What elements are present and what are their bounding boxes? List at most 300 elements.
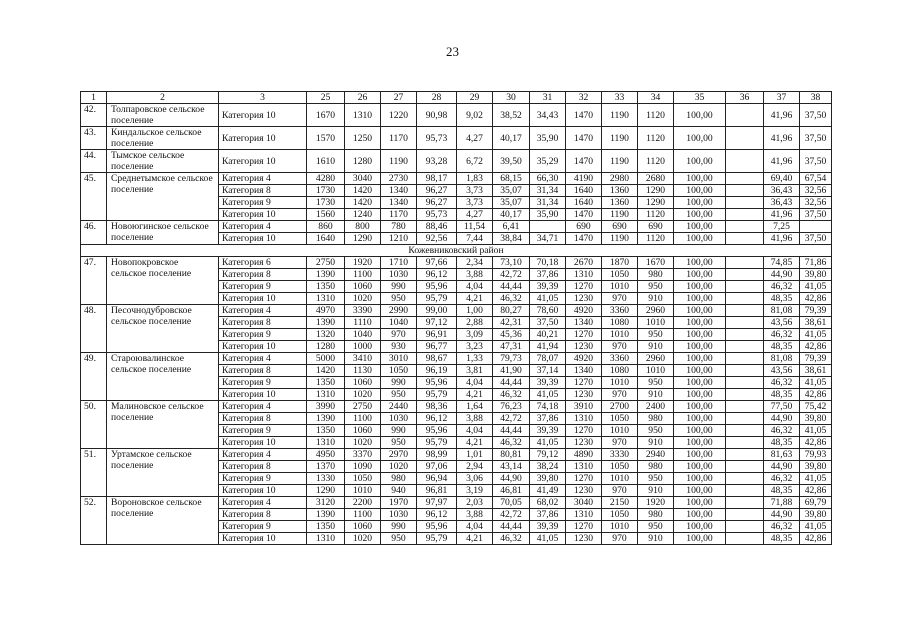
value-cell: 96,77: [417, 341, 457, 353]
value-cell: 100,00: [674, 341, 726, 353]
value-cell: 41,49: [530, 485, 566, 497]
value-cell: 1000: [345, 341, 381, 353]
value-cell: 100,00: [674, 509, 726, 521]
value-cell: 100,00: [674, 173, 726, 185]
value-cell: 95,79: [417, 389, 457, 401]
value-cell: 46,32: [764, 425, 800, 437]
table-row: [81, 173, 832, 185]
value-cell: 1420: [345, 185, 381, 197]
settlement-name: Малиновское сельское поселение: [107, 401, 219, 449]
value-cell: 44,44: [493, 281, 530, 293]
value-cell: 1360: [602, 197, 638, 209]
value-cell: 1640: [566, 197, 602, 209]
value-cell: 46,32: [764, 377, 800, 389]
value-cell: 78,60: [530, 305, 566, 317]
value-cell: 97,66: [417, 257, 457, 269]
value-cell: 96,27: [417, 197, 457, 209]
value-cell: 93,28: [417, 150, 457, 173]
value-cell: 32,56: [800, 197, 832, 209]
settlement-name: Вороновское сельское поселение: [107, 497, 219, 545]
value-cell: 69,79: [800, 497, 832, 509]
value-cell: 800: [345, 221, 381, 233]
value-cell: 1640: [566, 185, 602, 197]
value-cell: 96,12: [417, 509, 457, 521]
value-cell: [726, 413, 764, 425]
value-cell: 100,00: [674, 521, 726, 533]
value-cell: 2940: [638, 449, 674, 461]
value-cell: 1250: [345, 127, 381, 150]
value-cell: 4,27: [457, 209, 493, 221]
table-body: [81, 92, 832, 545]
value-cell: [726, 104, 764, 127]
value-cell: 1310: [566, 509, 602, 521]
value-cell: 100,00: [674, 353, 726, 365]
value-cell: 1050: [602, 413, 638, 425]
value-cell: 1010: [638, 365, 674, 377]
value-cell: 44,90: [764, 509, 800, 521]
value-cell: 35,07: [493, 197, 530, 209]
value-cell: 38,52: [493, 104, 530, 127]
value-cell: 42,86: [800, 293, 832, 305]
value-cell: 48,35: [764, 389, 800, 401]
value-cell: 69,40: [764, 173, 800, 185]
column-number: 27: [381, 92, 417, 104]
value-cell: 96,19: [417, 365, 457, 377]
value-cell: 4890: [566, 449, 602, 461]
value-cell: 41,05: [800, 473, 832, 485]
value-cell: 1270: [566, 281, 602, 293]
value-cell: 1230: [566, 341, 602, 353]
value-cell: 41,96: [764, 104, 800, 127]
table-row: [81, 221, 832, 233]
value-cell: 1120: [638, 104, 674, 127]
settlement-number: 47.: [81, 257, 107, 305]
value-cell: 1060: [345, 425, 381, 437]
value-cell: 2960: [638, 353, 674, 365]
value-cell: 1230: [566, 389, 602, 401]
value-cell: 2,03: [457, 497, 493, 509]
value-cell: 81,08: [764, 305, 800, 317]
column-number: 33: [602, 92, 638, 104]
value-cell: 2960: [638, 305, 674, 317]
category-cell: Категория 6: [219, 257, 307, 269]
category-cell: Категория 10: [219, 533, 307, 545]
category-cell: Категория 9: [219, 425, 307, 437]
value-cell: 2,88: [457, 317, 493, 329]
value-cell: 4,21: [457, 293, 493, 305]
value-cell: 36,43: [764, 185, 800, 197]
value-cell: 1240: [345, 209, 381, 221]
data-table: [80, 91, 832, 545]
column-number: 3: [219, 92, 307, 104]
value-cell: 47,31: [493, 341, 530, 353]
value-cell: 46,32: [493, 533, 530, 545]
settlement-name: Новопокровское сельское поселение: [107, 257, 219, 305]
value-cell: 1170: [381, 127, 417, 150]
value-cell: 96,12: [417, 413, 457, 425]
settlement-name: Уртамское сельское поселение: [107, 449, 219, 497]
value-cell: 100,00: [674, 281, 726, 293]
value-cell: 970: [602, 293, 638, 305]
value-cell: 950: [381, 533, 417, 545]
value-cell: [726, 509, 764, 521]
value-cell: 970: [602, 437, 638, 449]
value-cell: [726, 150, 764, 173]
column-number: 37: [764, 92, 800, 104]
value-cell: [726, 425, 764, 437]
value-cell: 1320: [307, 329, 345, 341]
value-cell: 1340: [381, 197, 417, 209]
value-cell: 1010: [602, 473, 638, 485]
value-cell: 3010: [381, 353, 417, 365]
value-cell: 68,02: [530, 497, 566, 509]
value-cell: 79,39: [800, 353, 832, 365]
value-cell: 1270: [566, 377, 602, 389]
category-cell: Категория 9: [219, 377, 307, 389]
value-cell: 1050: [602, 269, 638, 281]
value-cell: 46,32: [764, 521, 800, 533]
value-cell: 1390: [307, 317, 345, 329]
value-cell: 990: [381, 521, 417, 533]
value-cell: 96,94: [417, 473, 457, 485]
value-cell: [726, 185, 764, 197]
category-cell: Категория 8: [219, 461, 307, 473]
category-cell: Категория 10: [219, 127, 307, 150]
value-cell: [726, 127, 764, 150]
value-cell: 1640: [307, 233, 345, 245]
value-cell: 37,86: [530, 413, 566, 425]
value-cell: 3040: [345, 173, 381, 185]
value-cell: 1710: [381, 257, 417, 269]
value-cell: 42,86: [800, 533, 832, 545]
value-cell: 3120: [307, 497, 345, 509]
category-cell: Категория 4: [219, 497, 307, 509]
value-cell: 4,27: [457, 127, 493, 150]
value-cell: 970: [602, 389, 638, 401]
value-cell: 100,00: [674, 485, 726, 497]
value-cell: 100,00: [674, 377, 726, 389]
value-cell: 42,86: [800, 485, 832, 497]
value-cell: 2980: [602, 173, 638, 185]
value-cell: 74,18: [530, 401, 566, 413]
value-cell: 1270: [566, 329, 602, 341]
value-cell: 1040: [345, 329, 381, 341]
value-cell: 95,79: [417, 533, 457, 545]
value-cell: 4,04: [457, 521, 493, 533]
value-cell: 40,21: [530, 329, 566, 341]
category-cell: Категория 9: [219, 197, 307, 209]
value-cell: 39,80: [800, 413, 832, 425]
value-cell: 100,00: [674, 533, 726, 545]
value-cell: 1310: [307, 389, 345, 401]
value-cell: 950: [638, 425, 674, 437]
value-cell: 45,36: [493, 329, 530, 341]
value-cell: 100,00: [674, 449, 726, 461]
category-cell: Категория 4: [219, 221, 307, 233]
value-cell: 4,21: [457, 437, 493, 449]
value-cell: [726, 173, 764, 185]
category-cell: Категория 9: [219, 329, 307, 341]
value-cell: 1190: [381, 150, 417, 173]
value-cell: 1730: [307, 185, 345, 197]
value-cell: 1,33: [457, 353, 493, 365]
value-cell: 32,56: [800, 185, 832, 197]
value-cell: 950: [638, 521, 674, 533]
table-row: [81, 127, 832, 150]
value-cell: 44,44: [493, 425, 530, 437]
value-cell: [726, 209, 764, 221]
value-cell: [726, 221, 764, 233]
value-cell: 46,32: [493, 389, 530, 401]
value-cell: 44,90: [764, 413, 800, 425]
value-cell: 68,15: [493, 173, 530, 185]
value-cell: [726, 257, 764, 269]
value-cell: 1420: [307, 365, 345, 377]
value-cell: 43,56: [764, 365, 800, 377]
value-cell: [726, 269, 764, 281]
value-cell: 37,50: [530, 317, 566, 329]
column-number: 1: [81, 92, 107, 104]
value-cell: 2970: [381, 449, 417, 461]
table-row: [81, 150, 832, 173]
value-cell: 97,12: [417, 317, 457, 329]
value-cell: 4920: [566, 353, 602, 365]
value-cell: [726, 317, 764, 329]
value-cell: 39,39: [530, 377, 566, 389]
value-cell: 71,86: [800, 257, 832, 269]
category-cell: Категория 9: [219, 473, 307, 485]
value-cell: 74,85: [764, 257, 800, 269]
value-cell: 39,39: [530, 281, 566, 293]
value-cell: 1050: [381, 365, 417, 377]
value-cell: 100,00: [674, 150, 726, 173]
value-cell: 1290: [345, 233, 381, 245]
value-cell: 100,00: [674, 197, 726, 209]
value-cell: 34,71: [530, 233, 566, 245]
value-cell: 1120: [638, 233, 674, 245]
value-cell: 1090: [345, 461, 381, 473]
value-cell: 3,73: [457, 197, 493, 209]
value-cell: 1370: [307, 461, 345, 473]
value-cell: 1730: [307, 197, 345, 209]
value-cell: 41,96: [764, 150, 800, 173]
value-cell: [726, 473, 764, 485]
value-cell: 48,35: [764, 293, 800, 305]
value-cell: 100,00: [674, 413, 726, 425]
value-cell: 1310: [345, 104, 381, 127]
value-cell: [726, 305, 764, 317]
category-cell: Категория 10: [219, 485, 307, 497]
value-cell: 37,86: [530, 509, 566, 521]
table-row: [81, 353, 832, 365]
category-cell: Категория 8: [219, 413, 307, 425]
value-cell: 1020: [345, 389, 381, 401]
value-cell: 4,21: [457, 389, 493, 401]
value-cell: 3,88: [457, 509, 493, 521]
value-cell: 100,00: [674, 317, 726, 329]
value-cell: 48,35: [764, 533, 800, 545]
value-cell: 1060: [345, 281, 381, 293]
value-cell: 35,29: [530, 150, 566, 173]
value-cell: 4190: [566, 173, 602, 185]
category-cell: Категория 10: [219, 233, 307, 245]
value-cell: 98,17: [417, 173, 457, 185]
value-cell: 1340: [381, 185, 417, 197]
value-cell: 1010: [345, 485, 381, 497]
value-cell: 2680: [638, 173, 674, 185]
value-cell: 42,72: [493, 269, 530, 281]
value-cell: 1310: [566, 461, 602, 473]
value-cell: 100,00: [674, 269, 726, 281]
value-cell: [726, 353, 764, 365]
category-cell: Категория 10: [219, 437, 307, 449]
value-cell: 3390: [345, 305, 381, 317]
value-cell: 67,54: [800, 173, 832, 185]
value-cell: 1870: [602, 257, 638, 269]
value-cell: 97,06: [417, 461, 457, 473]
value-cell: 910: [638, 485, 674, 497]
value-cell: 3360: [602, 305, 638, 317]
value-cell: 81,63: [764, 449, 800, 461]
value-cell: 1310: [307, 437, 345, 449]
value-cell: 1020: [381, 461, 417, 473]
value-cell: 44,44: [493, 521, 530, 533]
value-cell: 1920: [638, 497, 674, 509]
value-cell: 46,32: [764, 473, 800, 485]
value-cell: 1350: [307, 521, 345, 533]
value-cell: 1010: [602, 521, 638, 533]
value-cell: 1290: [638, 185, 674, 197]
value-cell: 41,94: [530, 341, 566, 353]
category-cell: Категория 10: [219, 389, 307, 401]
value-cell: [726, 377, 764, 389]
value-cell: 95,96: [417, 521, 457, 533]
value-cell: 1050: [602, 461, 638, 473]
value-cell: 73,10: [493, 257, 530, 269]
value-cell: [800, 221, 832, 233]
category-cell: Категория 4: [219, 449, 307, 461]
value-cell: [530, 221, 566, 233]
value-cell: 31,34: [530, 185, 566, 197]
value-cell: 36,43: [764, 197, 800, 209]
value-cell: 1080: [602, 317, 638, 329]
value-cell: 37,50: [800, 127, 832, 150]
value-cell: 1340: [566, 317, 602, 329]
value-cell: 38,24: [530, 461, 566, 473]
category-cell: Категория 4: [219, 401, 307, 413]
value-cell: 1100: [345, 269, 381, 281]
value-cell: [726, 341, 764, 353]
value-cell: 1470: [566, 150, 602, 173]
value-cell: 3370: [345, 449, 381, 461]
value-cell: 100,00: [674, 221, 726, 233]
value-cell: 80,81: [493, 449, 530, 461]
value-cell: 41,05: [800, 425, 832, 437]
value-cell: 42,86: [800, 341, 832, 353]
table-row: [81, 497, 832, 509]
value-cell: 37,50: [800, 209, 832, 221]
value-cell: 96,81: [417, 485, 457, 497]
value-cell: 95,96: [417, 377, 457, 389]
value-cell: 950: [638, 377, 674, 389]
category-cell: Категория 4: [219, 173, 307, 185]
value-cell: 1310: [566, 269, 602, 281]
value-cell: 95,96: [417, 425, 457, 437]
value-cell: 100,00: [674, 461, 726, 473]
column-number-row: [81, 92, 832, 104]
column-number: 31: [530, 92, 566, 104]
settlement-name: Среднетымское сельское поселение: [107, 173, 219, 221]
column-number: 26: [345, 92, 381, 104]
value-cell: 5000: [307, 353, 345, 365]
value-cell: 39,39: [530, 425, 566, 437]
value-cell: 1080: [602, 365, 638, 377]
value-cell: 1190: [602, 209, 638, 221]
column-number: 2: [107, 92, 219, 104]
value-cell: 2,94: [457, 461, 493, 473]
value-cell: 1230: [566, 485, 602, 497]
column-number: 29: [457, 92, 493, 104]
value-cell: 88,46: [417, 221, 457, 233]
value-cell: 1030: [381, 509, 417, 521]
value-cell: 1920: [345, 257, 381, 269]
value-cell: 41,05: [530, 293, 566, 305]
value-cell: 100,00: [674, 425, 726, 437]
settlement-number: 48.: [81, 305, 107, 353]
settlement-name: Староювалинское сельское поселение: [107, 353, 219, 401]
value-cell: 31,34: [530, 197, 566, 209]
value-cell: 1020: [345, 293, 381, 305]
value-cell: 97,97: [417, 497, 457, 509]
value-cell: 690: [602, 221, 638, 233]
value-cell: 2750: [345, 401, 381, 413]
table-row: [81, 257, 832, 269]
value-cell: 3330: [602, 449, 638, 461]
value-cell: 38,61: [800, 365, 832, 377]
value-cell: 1010: [602, 329, 638, 341]
value-cell: 41,05: [530, 533, 566, 545]
value-cell: 42,72: [493, 509, 530, 521]
value-cell: 980: [638, 461, 674, 473]
value-cell: 76,23: [493, 401, 530, 413]
value-cell: 1310: [566, 413, 602, 425]
value-cell: 80,27: [493, 305, 530, 317]
value-cell: 100,00: [674, 305, 726, 317]
value-cell: 4280: [307, 173, 345, 185]
value-cell: 44,90: [493, 473, 530, 485]
value-cell: 3,23: [457, 341, 493, 353]
value-cell: 95,73: [417, 209, 457, 221]
value-cell: 1310: [307, 293, 345, 305]
value-cell: 9,02: [457, 104, 493, 127]
value-cell: 950: [381, 389, 417, 401]
value-cell: 96,12: [417, 269, 457, 281]
value-cell: 1210: [381, 233, 417, 245]
value-cell: 3410: [345, 353, 381, 365]
value-cell: 1,64: [457, 401, 493, 413]
value-cell: 42,31: [493, 317, 530, 329]
table-row: [81, 305, 832, 317]
value-cell: 1360: [602, 185, 638, 197]
value-cell: 970: [381, 329, 417, 341]
value-cell: 41,05: [800, 521, 832, 533]
settlement-number: 44.: [81, 150, 107, 173]
value-cell: 79,73: [493, 353, 530, 365]
value-cell: 910: [638, 293, 674, 305]
value-cell: 990: [381, 425, 417, 437]
value-cell: 910: [638, 341, 674, 353]
page-number: 23: [446, 44, 459, 59]
